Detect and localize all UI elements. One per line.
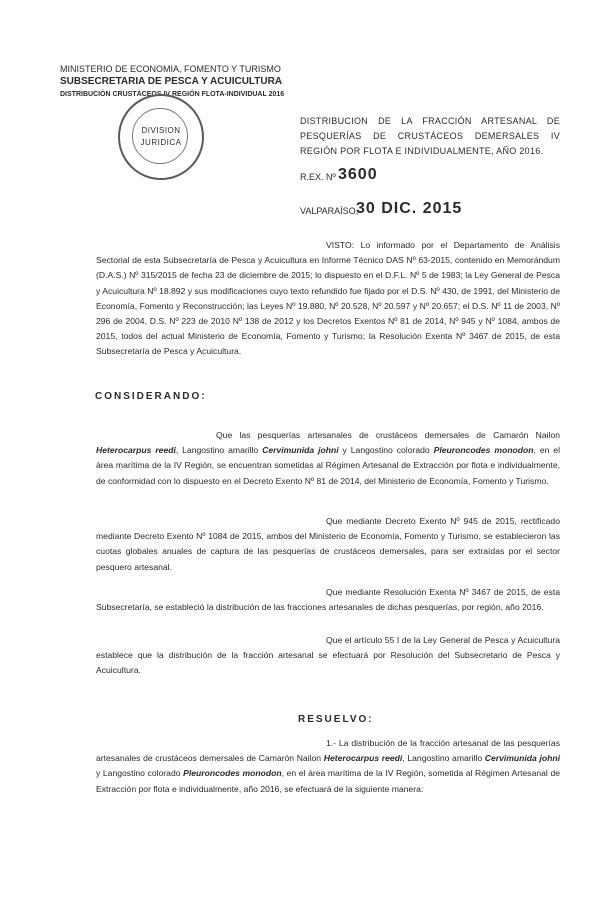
considerando-paragraph-4: Que el artículo 55 I de la Ley General de Pesca y Acuicultura establece que la distribución de la fracción artesanal se efectuará por Resolución del Subsecretario de Pesca y Acuicultura. — [96, 635, 560, 676]
species-heterocarpus: Heterocarpus reedi — [96, 445, 176, 456]
place: VALPARAÍSO, — [300, 206, 359, 216]
stamp-line-2: JURIDICA — [140, 138, 182, 147]
considerando-paragraph-1 — [96, 428, 560, 489]
c1-text-b: , Langostino amarillo — [175, 445, 263, 456]
c1-text-d: , en el área marítima de la IV Región, se encuentran sometidas al Régimen Artesanal de Extracción por flota e individualmente, de conformidad con lo dispuesto en el Decreto Exento Nº 81 de 2014, del Ministerio de Economía, Fomento y Turismo. — [96, 445, 560, 486]
document-reference: DISTRIBUCIÓN CRUSTÁCEOS IV REGIÓN FLOTA-INDIVIDUAL 2016 — [60, 91, 285, 98]
subsecretaria-name: SUBSECRETARIA DE PESCA Y ACUICULTURA — [60, 76, 283, 87]
c1-text-c: y Langostino colorado — [338, 445, 434, 456]
r1-text-c: y Langostino colorado — [96, 768, 184, 779]
stamp-inner-ring — [132, 108, 188, 164]
date: 30 DIC. 2015 — [356, 200, 463, 217]
r1-text-b: , Langostino amarillo — [402, 753, 485, 764]
species-pleuroncodes: Pleuroncodes monodon — [433, 445, 534, 456]
document-subject: DISTRIBUCION DE LA FRACCIÓN ARTESANAL DE PESQUERÍAS DE CRUSTÁCEOS DEMERSALES IV REGIÓN POR FLOTA E INDIVIDUALMENTE, AÑO 2016. — [300, 116, 560, 156]
considerando-paragraph-2: Que mediante Decreto Exento Nº 945 de 2015, rectificado mediante Decreto Exento Nº 1084 de 2015, ambos del Ministerio de Economía, Fomento y Turismo, se establecieron las cuotas globales anuales de captura de las pesquerías de crustáceos demersales, para ser extraídas por el sector pesquero artesanal. — [96, 516, 560, 572]
species-cervimunida: Cervimunida johni — [484, 753, 560, 764]
stamp-line-1: DIVISION — [141, 126, 181, 135]
r1-text-d: , en el área marítima de la IV Región, sometida al Régimen Artesanal de Extracción por flota e individualmente, año 2016, se efectuará de la siguiente manera: — [96, 768, 560, 794]
species-heterocarpus: Heterocarpus reedi — [323, 753, 403, 764]
ministry-name: MINISTERIO DE ECONOMIA, FOMENTO Y TURISMO — [60, 64, 281, 74]
rex-label: R.EX. Nº — [300, 172, 336, 182]
visto-paragraph: VISTO: Lo informado por el Departamento de Análisis Sectorial de esta Subsecretaría de Pesca y Acuicultura en Informe Técnico DAS Nº 63-2015, contenido en Memorándum (D.A.S.) Nº 315/2015 de fecha 23 de diciembre de 2015; lo dispuesto en el D.F.L. Nº 5 de 1983; la Ley General de Pesca y Acuicultura Nº 18.892 y sus modificaciones cuyo texto refundido fue fijado por el D.S. Nº 430, de 1991, del Ministerio de Economía, Fomento y Reconstrucción; las Leyes Nº 19.880, Nº 20.528, Nº 20.597 y Nº 20.657; el D.S. Nº 11 de 2003, Nº 296 de 2004, D.S. Nº 223 de 2010 Nº 138 de 2012 y los Decretos Exentos Nº 81 de 2014, Nº 945 y Nº 1084, ambos de 2015, todos del actual Ministerio de Economía, Fomento y Turismo; la Resolución Exenta Nº 3467 de 2015, de esta Subsecretaría de Pesca y Acuicultura. — [96, 240, 560, 357]
resuelvo-paragraph-1 — [96, 736, 560, 797]
resuelvo-heading: RESUELVO: — [298, 714, 374, 725]
considerando-paragraph-3: Que mediante Resolución Exenta Nº 3467 de 2015, de esta Subsecretaría, se estableció la distribución de las fracciones artesanales de dichas pesquerías, por región, año 2016. — [96, 587, 560, 613]
species-pleuroncodes: Pleuroncodes monodon — [183, 768, 282, 779]
division-juridica-stamp — [118, 94, 204, 180]
c1-text-a: Que las pesquerías artesanales de crustáceos demersales de Camarón Nailon — [216, 430, 560, 440]
r1-text-a: 1.- La distribución de la fracción artesanal de las pesquerías artesanales de crustáceos demersales de Camarón Nailon — [96, 738, 560, 764]
species-cervimunida: Cervimunida johni — [262, 445, 339, 456]
rex-number: 3600 — [338, 166, 378, 183]
considerando-heading: CONSIDERANDO: — [95, 391, 207, 402]
